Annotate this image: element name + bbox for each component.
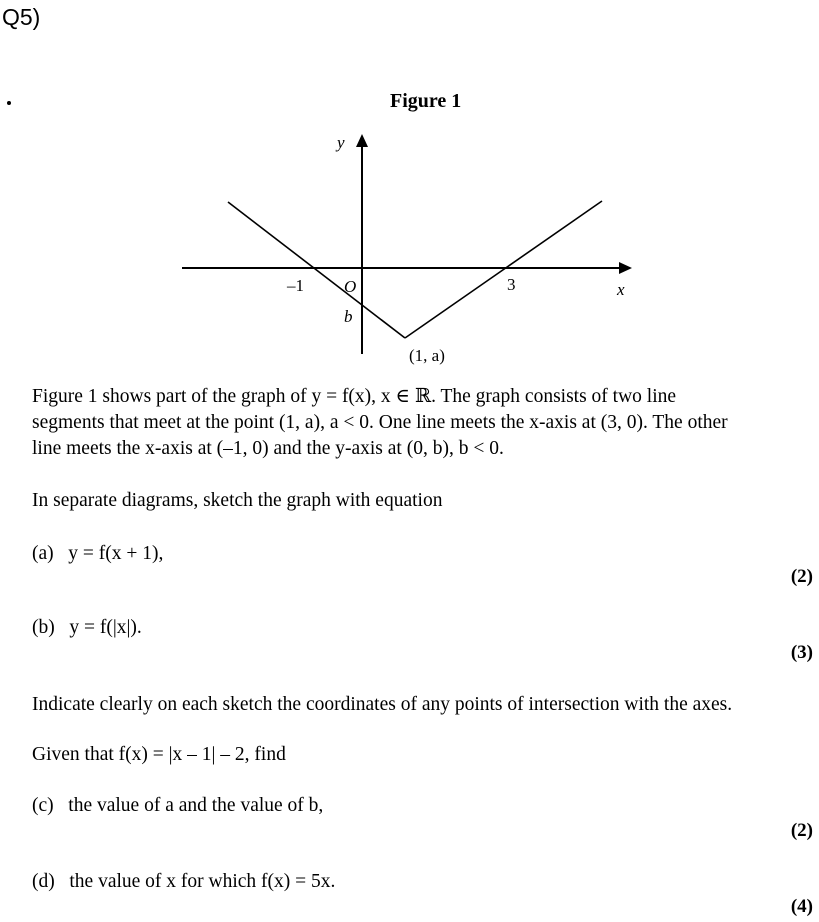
y-axis-label: y [337, 133, 345, 152]
part-c-marks: (2) [790, 820, 813, 841]
given-text: Given that f(x) = |x – 1| – 2, find [32, 744, 286, 765]
part-b-text: y = f(|x|). [69, 617, 142, 638]
part-d-marks: (4) [790, 896, 813, 917]
x-axis-label: x [617, 280, 625, 299]
question-number: Q5) [2, 4, 41, 30]
part-d-label: (d) [32, 871, 55, 892]
indicate-text: Indicate clearly on each sketch the coordinates of any points of intersection with the axes. [32, 694, 733, 715]
vertex-label: (1, a) [409, 346, 445, 365]
intro-line-2: segments that meet at the point (1, a), a < 0. One line meets the x-axis at (3, 0). The other [32, 412, 728, 433]
part-c-label: (c) [32, 795, 54, 816]
figure-graph [0, 0, 819, 380]
x-axis-arrow [619, 262, 632, 274]
part-c [32, 794, 323, 818]
intro-line-1: Figure 1 shows part of the graph of y = f(x), x ∈ ℝ. The graph consists of two line [32, 386, 677, 407]
part-b-label: (b) [32, 617, 55, 638]
b-intercept-label: b [344, 307, 353, 326]
intro-line-3: line meets the x-axis at (–1, 0) and the y-axis at (0, b), b < 0. [32, 438, 504, 459]
instruction-text: In separate diagrams, sketch the graph with equation [32, 490, 443, 511]
part-b [32, 616, 142, 640]
part-d-text: the value of x for which f(x) = 5x. [69, 871, 336, 892]
part-c-text: the value of a and the value of b, [68, 795, 324, 816]
part-a-label: (a) [32, 543, 54, 564]
part-a [32, 542, 163, 566]
part-a-text: y = f(x + 1), [68, 543, 164, 564]
origin-label: O [344, 277, 357, 296]
part-d [32, 870, 335, 894]
part-a-marks: (2) [790, 566, 813, 587]
part-b-marks: (3) [790, 642, 813, 663]
figure-title: Figure 1 [390, 90, 462, 112]
tick-label-3: 3 [507, 275, 516, 294]
right-segment [405, 201, 602, 338]
tick-label-minus1: –1 [287, 276, 304, 295]
left-segment [228, 202, 405, 338]
y-axis-arrow [356, 134, 368, 147]
